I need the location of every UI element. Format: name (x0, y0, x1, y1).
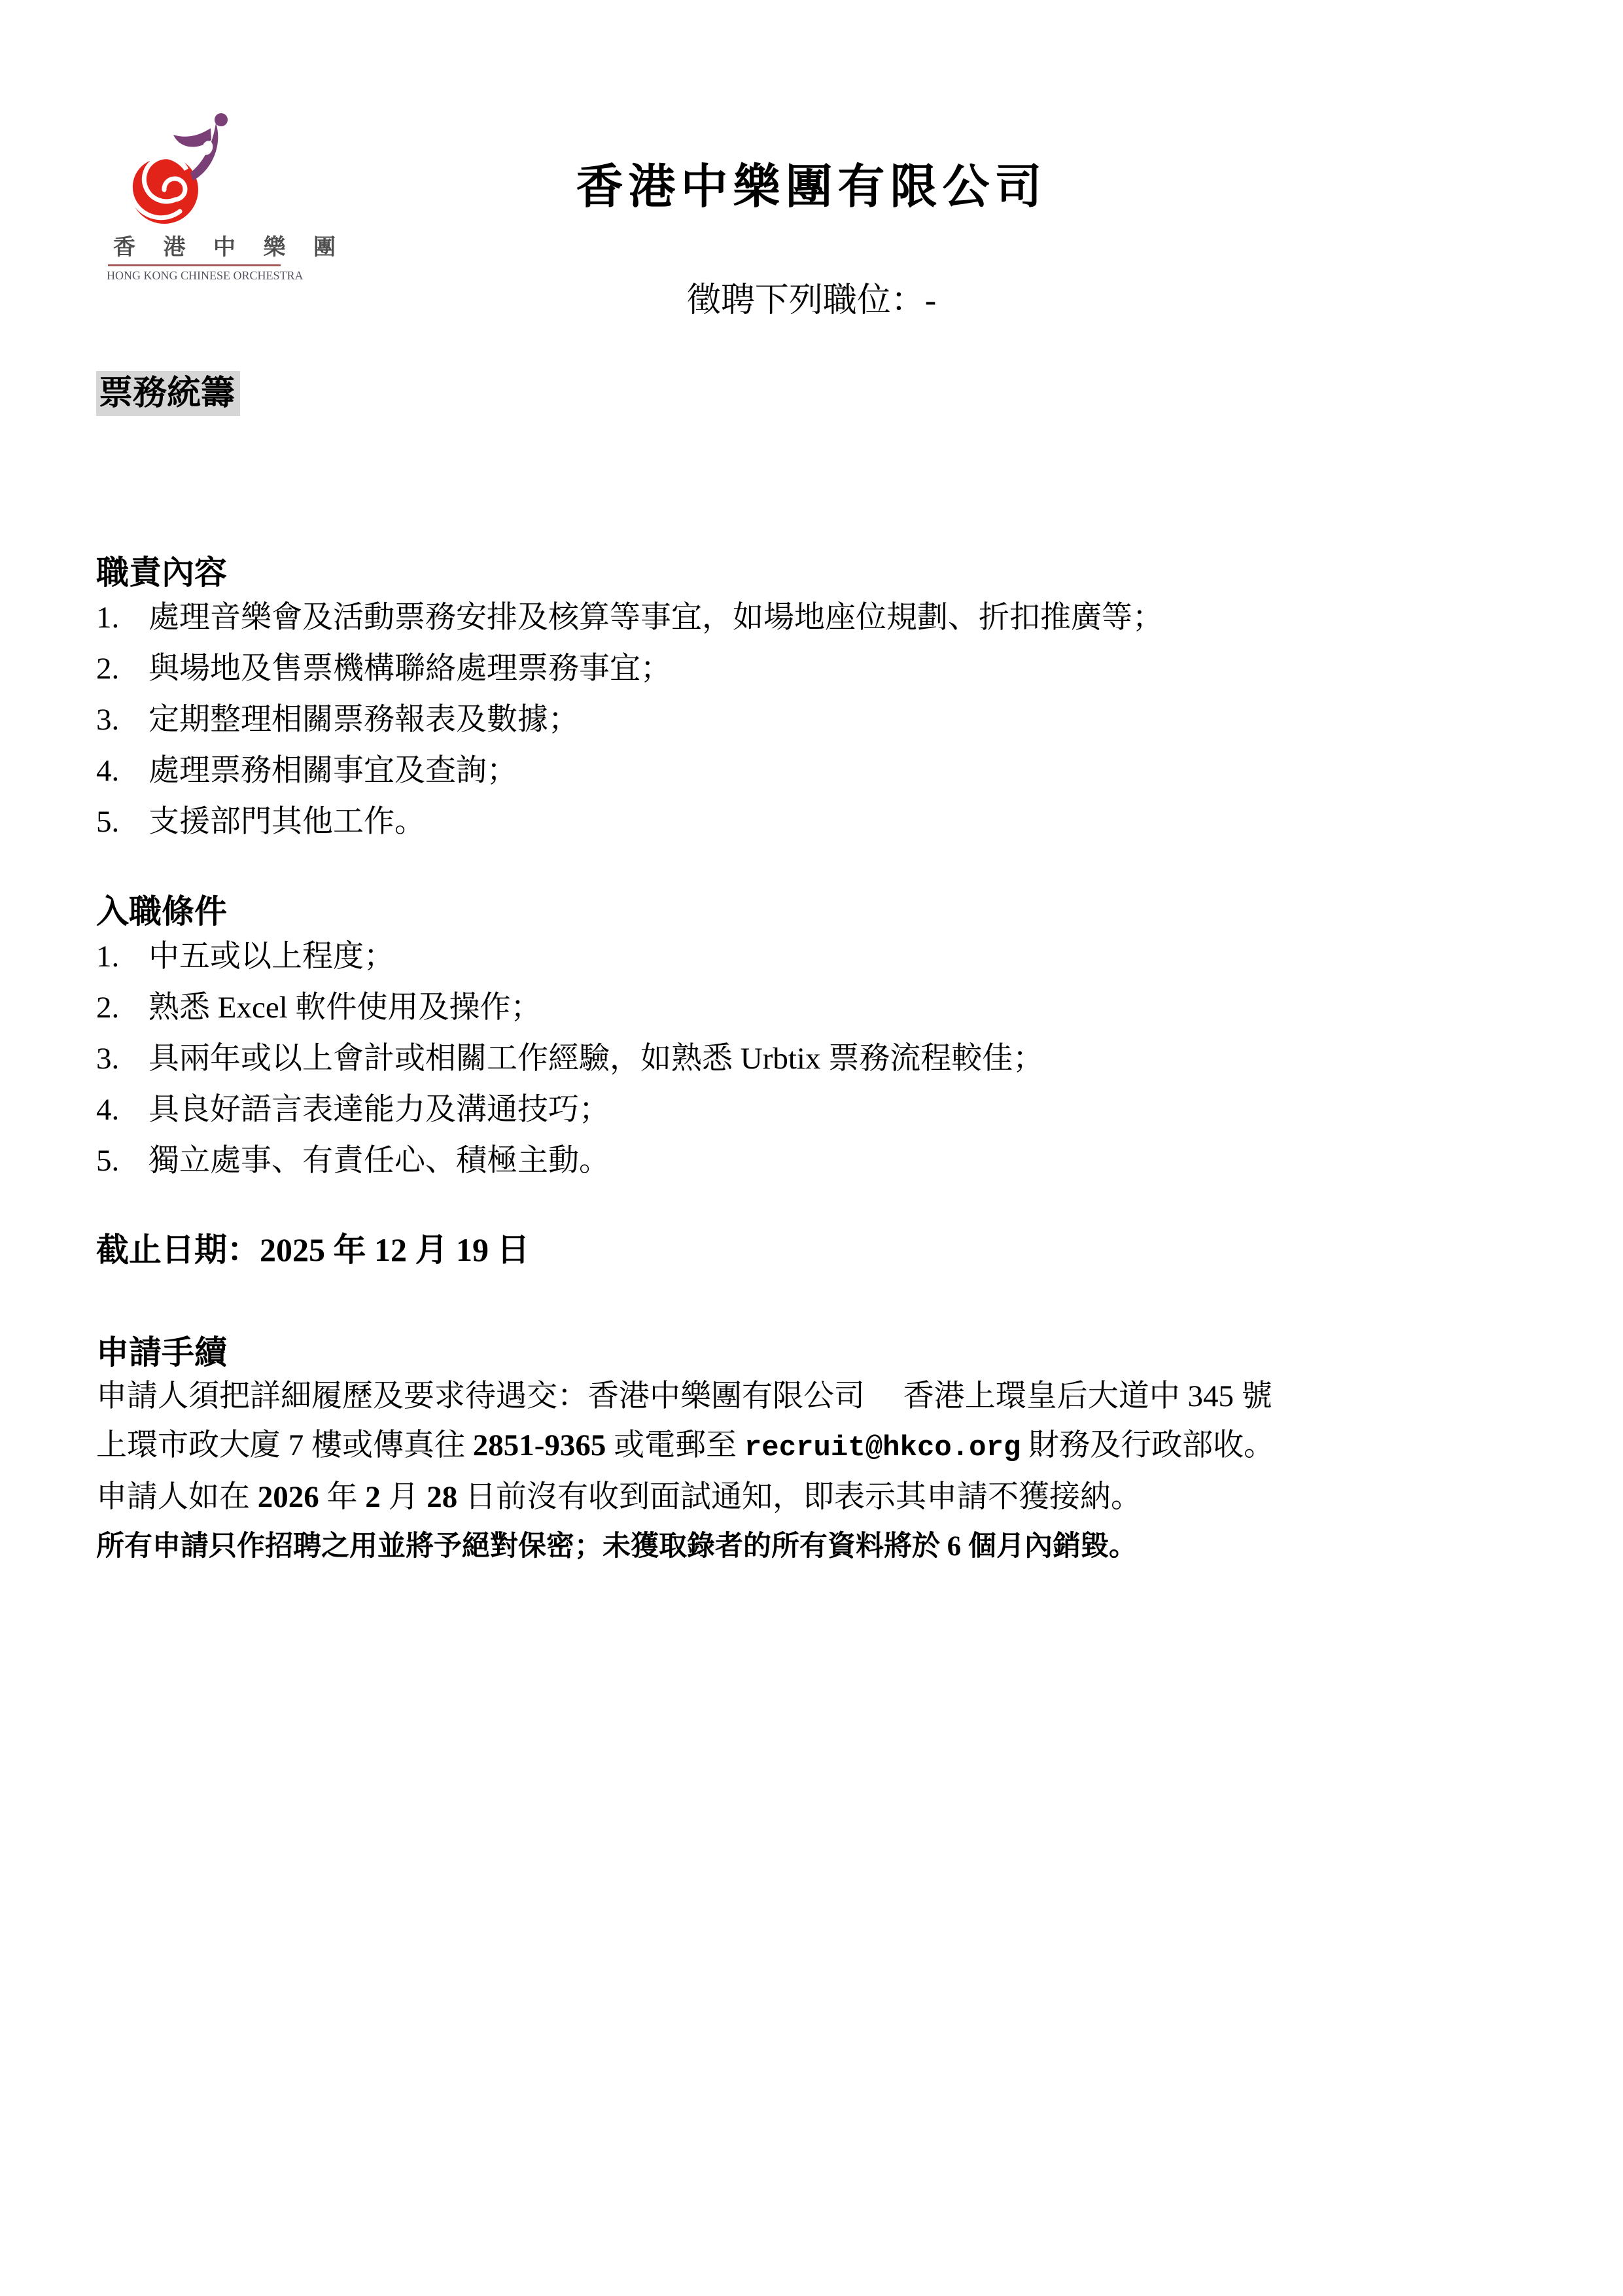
duty-item-number: 3. (96, 703, 120, 737)
requirement-item-text: 具兩年或以上會計或相關工作經驗，如熟悉 Urbtix 票務流程較佳； (148, 1042, 1044, 1076)
duty-item (96, 592, 1535, 643)
notice-day: 28 (427, 1480, 458, 1514)
notice-year: 2026 (257, 1480, 319, 1514)
logo-en-name: HONG KONG CHINESE ORCHESTRA (107, 269, 304, 282)
fax-number: 2851-9365 (472, 1428, 606, 1462)
requirement-item (96, 982, 1535, 1033)
hkco-logo (107, 110, 347, 283)
apply-section-heading: 申請手續 (96, 1334, 227, 1371)
apply-address-line: 申請人須把詳細履歷及要求待遇交：香港中樂團有限公司 香港上環皇后大道中 345 號 (96, 1379, 1272, 1413)
contact-text: 財務及行政部收。 (1021, 1428, 1275, 1462)
document-body (96, 368, 1535, 1571)
job-title (96, 368, 1535, 419)
duty-item-number: 5. (96, 805, 120, 839)
contact-text: 或電郵至 (606, 1428, 744, 1462)
requirement-item (96, 931, 1535, 982)
contact-text: 上環市政大廈 7 樓或傳真往 (96, 1428, 473, 1462)
duties-section-heading: 職責內容 (96, 554, 227, 591)
requirement-item-text: 熟悉 Excel 軟件使用及操作； (148, 991, 542, 1025)
requirement-item-text: 具良好語言表達能力及溝通技巧； (148, 1093, 610, 1127)
apply-contact-line (96, 1421, 1535, 1473)
logo-divider (108, 264, 281, 266)
requirement-item-number: 2. (96, 991, 120, 1025)
apply-notice-line (96, 1473, 1535, 1522)
requirement-item-number: 4. (96, 1093, 120, 1127)
duty-item (96, 745, 1535, 796)
document-title: 香港中樂團有限公司 (576, 161, 1047, 213)
email-address: recruit@hkco.org (744, 1432, 1021, 1464)
duty-item (96, 694, 1535, 745)
requirement-item (96, 1135, 1535, 1186)
hkco-logo-icon (125, 110, 264, 226)
notice-text: 年 (319, 1480, 366, 1514)
requirement-item-number: 5. (96, 1144, 120, 1178)
requirement-item-text: 中五或以上程度； (148, 940, 394, 974)
duty-item-text: 定期整理相關票務報表及數據； (148, 703, 579, 737)
recruit-subtitle: 徵聘下列職位：- (686, 282, 937, 319)
duty-item-text: 支援部門其他工作。 (148, 805, 425, 839)
duty-item-text: 與場地及售票機構聯絡處理票務事宜； (148, 652, 671, 686)
job-title-highlight: 票務統籌 (96, 371, 240, 416)
duty-item-number: 2. (96, 652, 120, 686)
requirements-list (96, 931, 1535, 1186)
requirement-item-number: 1. (96, 940, 120, 974)
privacy-note: 所有申請只作招聘之用並將予絕對保密；未獲取錄者的所有資料將於 6 個月內銷毀。 (96, 1531, 1137, 1562)
duty-item-number: 4. (96, 754, 120, 788)
deadline-line (96, 1230, 1535, 1269)
duty-item-text: 處理票務相關事宜及查詢； (148, 754, 517, 788)
notice-text: 申請人如在 (96, 1480, 258, 1514)
duty-item-number: 1. (96, 601, 120, 635)
requirement-item (96, 1033, 1535, 1084)
notice-text: 日前沒有收到面試通知，即表示其申請不獲接納。 (457, 1480, 1142, 1514)
deadline-date: 2025 年 12 月 19 日 (260, 1231, 530, 1268)
requirement-item (96, 1084, 1535, 1135)
requirement-item-number: 3. (96, 1042, 120, 1076)
notice-month: 2 (365, 1480, 381, 1514)
deadline-label: 截止日期： (96, 1231, 260, 1268)
notice-text: 月 (380, 1480, 427, 1514)
requirement-item-text: 獨立處事、有責任心、積極主動。 (148, 1144, 610, 1178)
duties-list (96, 592, 1535, 847)
duty-item-text: 處理音樂會及活動票務安排及核算等事宜，如場地座位規劃、折扣推廣等； (148, 601, 1163, 635)
duty-item (96, 643, 1535, 694)
requirements-section-heading: 入職條件 (96, 893, 227, 930)
duty-item (96, 796, 1535, 847)
logo-cjk-name: 香 港 中 樂 團 (113, 236, 347, 260)
